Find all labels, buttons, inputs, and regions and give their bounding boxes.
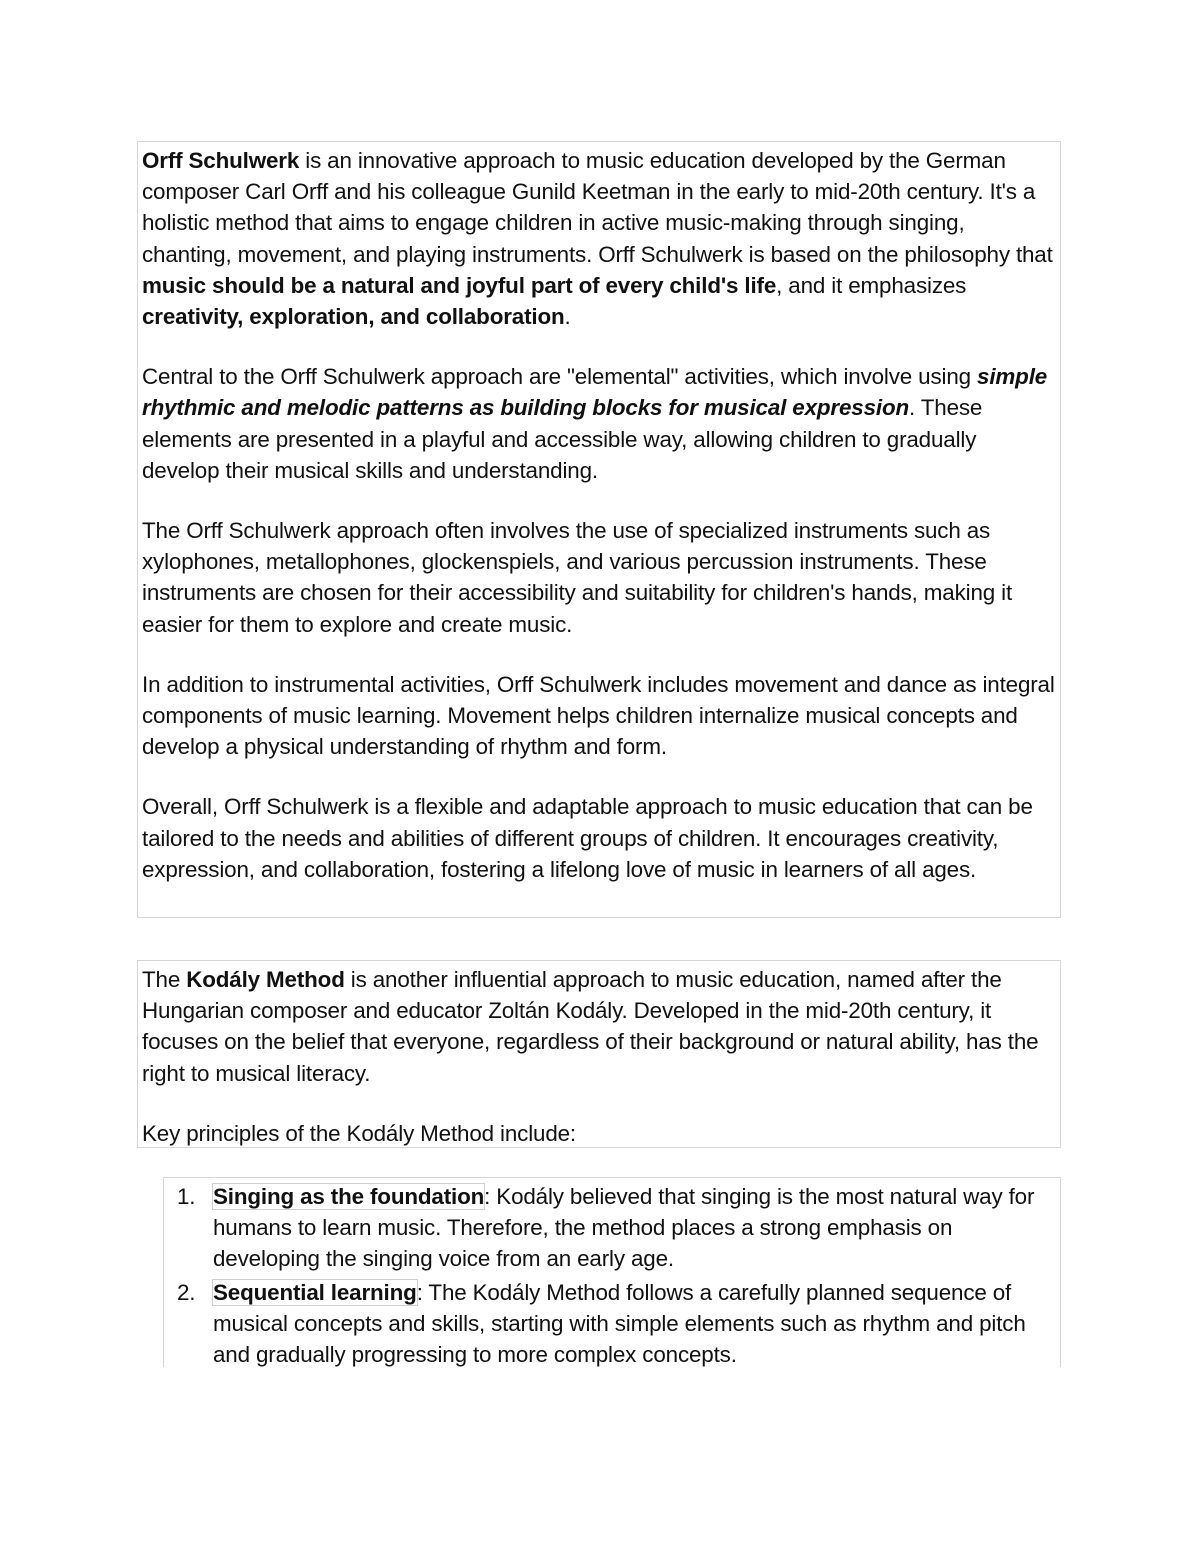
kodaly-method-section xyxy=(137,960,1061,1148)
kodaly-principles-list xyxy=(177,1181,1056,1370)
list-item: 2. Sequential learning: The Kodály Method follows a carefully planned sequence of musical concepts and skills, starting with simple elements such as rhythm and pitch and gradually progressing to more complex concepts. xyxy=(213,1277,1056,1371)
orff-term: Orff Schulwerk xyxy=(142,148,300,173)
kodaly-principles-list-box xyxy=(163,1177,1061,1367)
kodaly-principles-intro: Key principles of the Kodály Method include: xyxy=(142,1120,577,1146)
list-number: 2. xyxy=(177,1279,196,1305)
orff-emphasis-highlight: creativity, exploration, and collaboration xyxy=(142,304,565,330)
orff-paragraph-5: Overall, Orff Schulwerk is a flexible and adaptable approach to music education that can be tailored to the needs and abilities of different groups of children. It encourages creativity, expression, and collaboration, fostering a lifelong love of music in learners of all ages. xyxy=(142,794,1033,882)
orff-paragraph-4: In addition to instrumental activities, Orff Schulwerk includes movement and dance as integral components of music learning. Movement helps children internalize musical concepts and develop a physical understanding of rhythm and form. xyxy=(142,671,1055,760)
orff-paragraph-1: Orff Schulwerk is an innovative approach to music education developed by the German composer Carl Orff and his colleague Gunild Keetman in the early to mid-20th century. It's a holistic method that aims to engage children in active music-making through singing, chanting, movement, and playing instruments. Orff Schulwerk is based on the philosophy that music should be a natural and joyful part of every child's life, and it emphasizes creativity, exploration, and collaboration. xyxy=(142,148,1053,330)
orff-schulwerk-section xyxy=(137,141,1061,918)
kodaly-paragraph-1: The Kodály Method is another influential approach to music education, named after the Hungarian composer and educator Zoltán Kodály. Developed in the mid-20th century, it focuses on the belief that everyone, regardless of their background or natural ability, has the right to musical literacy. xyxy=(142,967,1039,1086)
orff-paragraph-3: The Orff Schulwerk approach often involves the use of specialized instruments such as xylophones, metallophones, glockenspiels, and various percussion instruments. These instruments are chosen for their accessibility and suitability for children's hands, making it easier for them to explore and create music. xyxy=(142,518,1013,637)
orff-paragraph-2: Central to the Orff Schulwerk approach are "elemental" activities, which involve using simple rhythmic and melodic patterns as building blocks for musical expression. These elements are presented in a playful and accessible way, allowing children to gradually develop their musical skills and understanding. xyxy=(142,364,1048,483)
orff-philosophy-highlight: music should be a natural and joyful part of every child's life xyxy=(142,272,777,298)
list-item: 1. Singing as the foundation: Kodály believed that singing is the most natural way for humans to learn music. Therefore, the method places a strong emphasis on developing the singing voice from an early age. xyxy=(213,1181,1056,1275)
kodaly-term: Kodály Method xyxy=(186,967,345,992)
list-number: 1. xyxy=(177,1184,196,1209)
principle-term: Sequential learning xyxy=(213,1279,417,1305)
principle-term: Singing as the foundation xyxy=(213,1184,485,1209)
elemental-patterns-highlight: simple rhythmic and melodic patterns as building blocks for musical expression xyxy=(142,364,1048,421)
